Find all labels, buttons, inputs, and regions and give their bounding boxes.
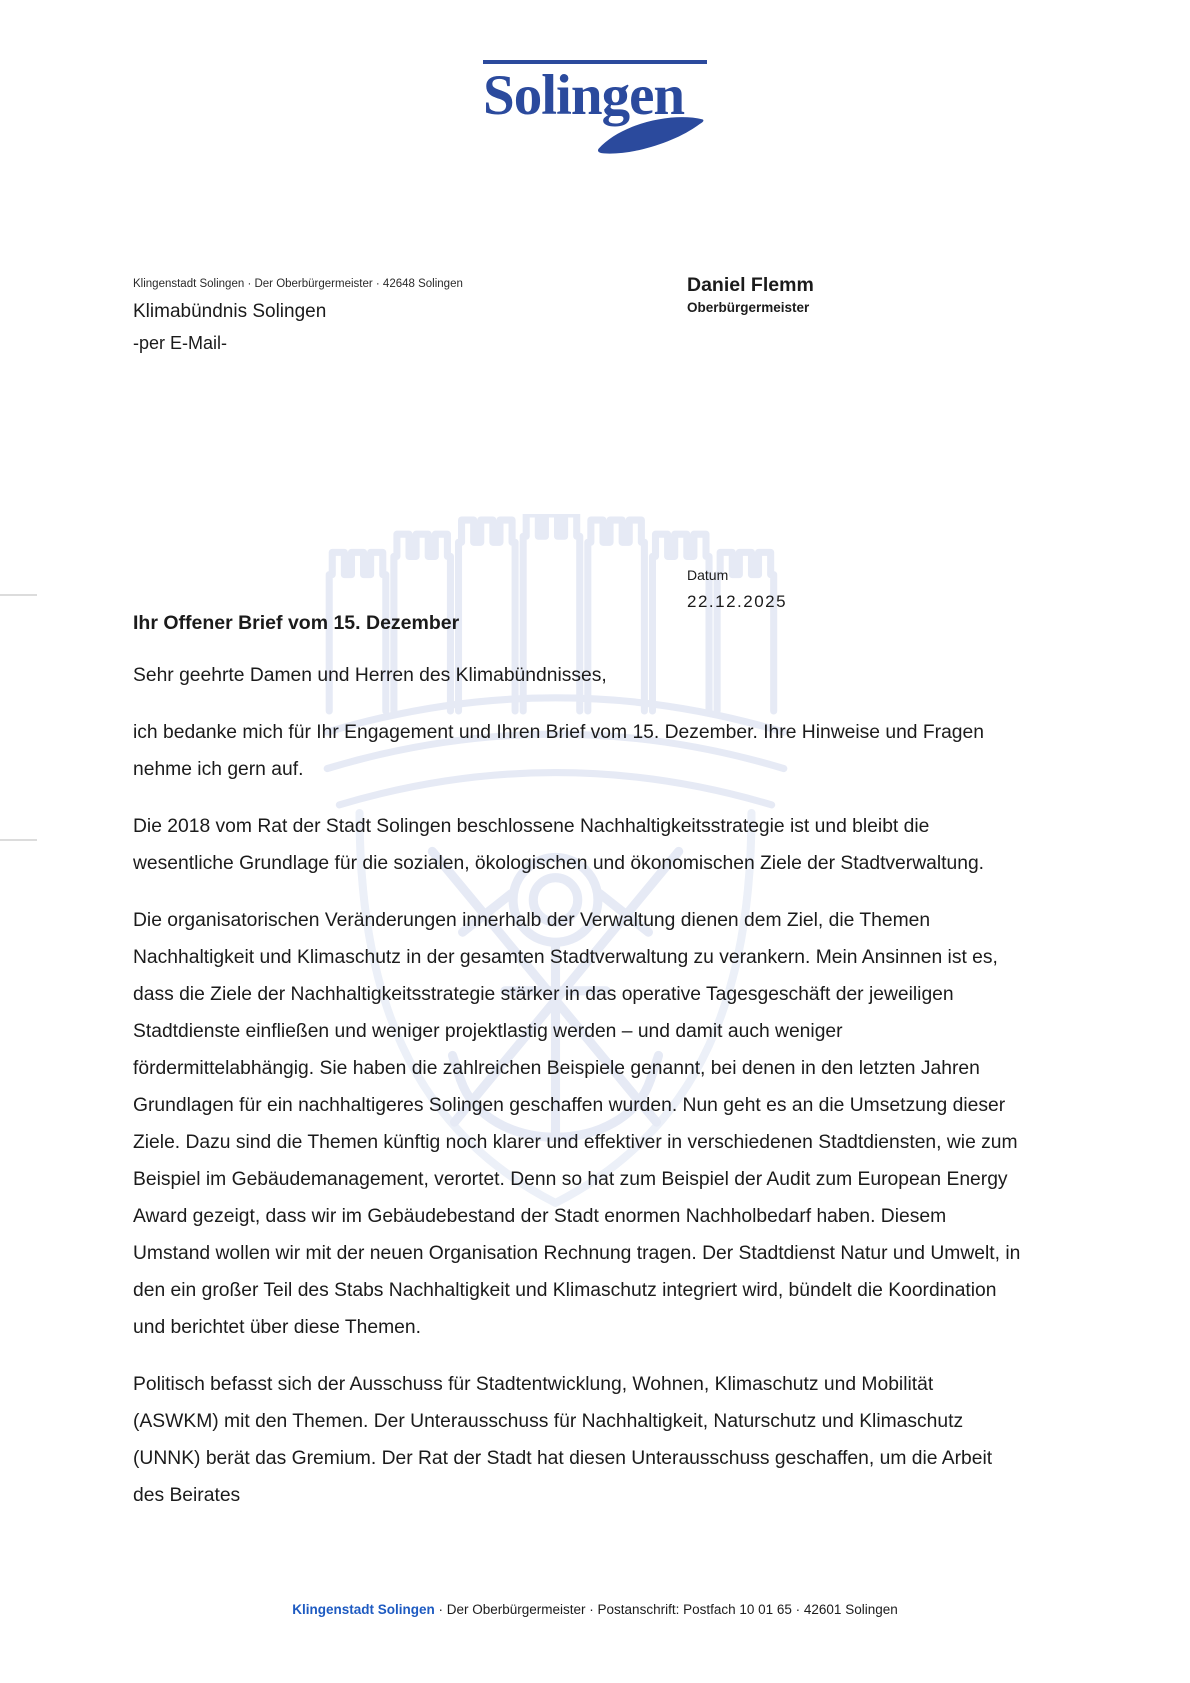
fold-mark-bottom <box>0 839 37 841</box>
letter-body <box>133 612 1021 1534</box>
subject-line: Ihr Offener Brief vom 15. Dezember <box>133 612 460 634</box>
footer-rest: · Der Oberbürgermeister · Postanschrift: Postfach 10 01 65 · 42601 Solingen <box>434 1602 898 1617</box>
paragraphs-container <box>133 714 1021 1514</box>
body-paragraph: Die organisatorischen Veränderungen innerhalb der Verwaltung dienen dem Ziel, die Themen Nachhaltigkeit und Klimaschutz in der gesamten Stadtverwaltung zu verankern. Mein Ansinnen ist es, dass die Ziele der Nachhaltigkeitsstrategie stärker in das operative Tagesgeschäft der jeweiligen Stadtdienste einfließen und weniger projektlastig werden – und damit auch weniger fördermittelabhängig. Sie haben die zahlreichen Beispiele genannt, bei denen in den letzten Jahren Grundlagen für ein nachhaltigeres Solingen geschaffen wurden. Nun geht es an die Umsetzung dieser Ziele. Dazu sind die Themen künftig noch klarer und effektiver in verschiedenen Stadtdiensten, wie zum Beispiel im Gebäudemanagement, verortet. Denn so hat zum Beispiel der Audit zum European Energy Award gezeigt, dass wir im Gebäudebestand der Stadt enormen Nachholbedarf haben. Diesem Umstand wollen wir mit der neuen Organisation Rechnung tragen. Der Stadtdienst Natur und Umwelt, in den ein großer Teil des Stabs Nachhaltigkeit und Klimaschutz integriert wird, bündelt die Koordination und berichtet über diese Themen. <box>133 910 1021 1338</box>
signatory-title: Oberbürgermeister <box>687 300 810 315</box>
signatory-block <box>687 274 814 315</box>
date-block <box>687 567 787 612</box>
recipient-name: Klimabündnis Solingen <box>133 301 327 322</box>
date-value: 22.12.2025 <box>687 592 788 611</box>
salutation: Sehr geehrte Damen und Herren des Klimabündnisses, <box>133 665 607 686</box>
footer-brand: Klingenstadt Solingen <box>292 1602 435 1617</box>
body-paragraph: Politisch befasst sich der Ausschuss für Stadtentwicklung, Wohnen, Klimaschutz und Mobilität (ASWKM) mit den Themen. Der Unterausschuss für Nachhaltigkeit, Naturschutz und Klimaschutz (UNNK) berät das Gremium. Der Rat der Stadt hat diesen Unterausschuss geschaffen, um die Arbeit des Beirates <box>133 1374 993 1506</box>
footer-line <box>0 1602 1190 1617</box>
recipient-delivery-note: -per E-Mail- <box>133 333 228 353</box>
date-label: Datum <box>687 567 729 583</box>
fold-mark-top <box>0 594 37 596</box>
signatory-name: Daniel Flemm <box>687 274 814 296</box>
solingen-logo <box>483 60 707 158</box>
logo-wordmark: Solingen <box>483 64 685 127</box>
sender-return-address: Klingenstadt Solingen · Der Oberbürgermeister · 42648 Solingen <box>133 278 463 290</box>
body-paragraph: Die 2018 vom Rat der Stadt Solingen beschlossene Nachhaltigkeitsstrategie ist und bleibt die wesentliche Grundlage für die sozialen, ökologischen und ökonomischen Ziele der Stadtverwaltung. <box>133 816 985 874</box>
body-paragraph: ich bedanke mich für Ihr Engagement und Ihren Brief vom 15. Dezember. Ihre Hinweise und Fragen nehme ich gern auf. <box>133 722 984 780</box>
